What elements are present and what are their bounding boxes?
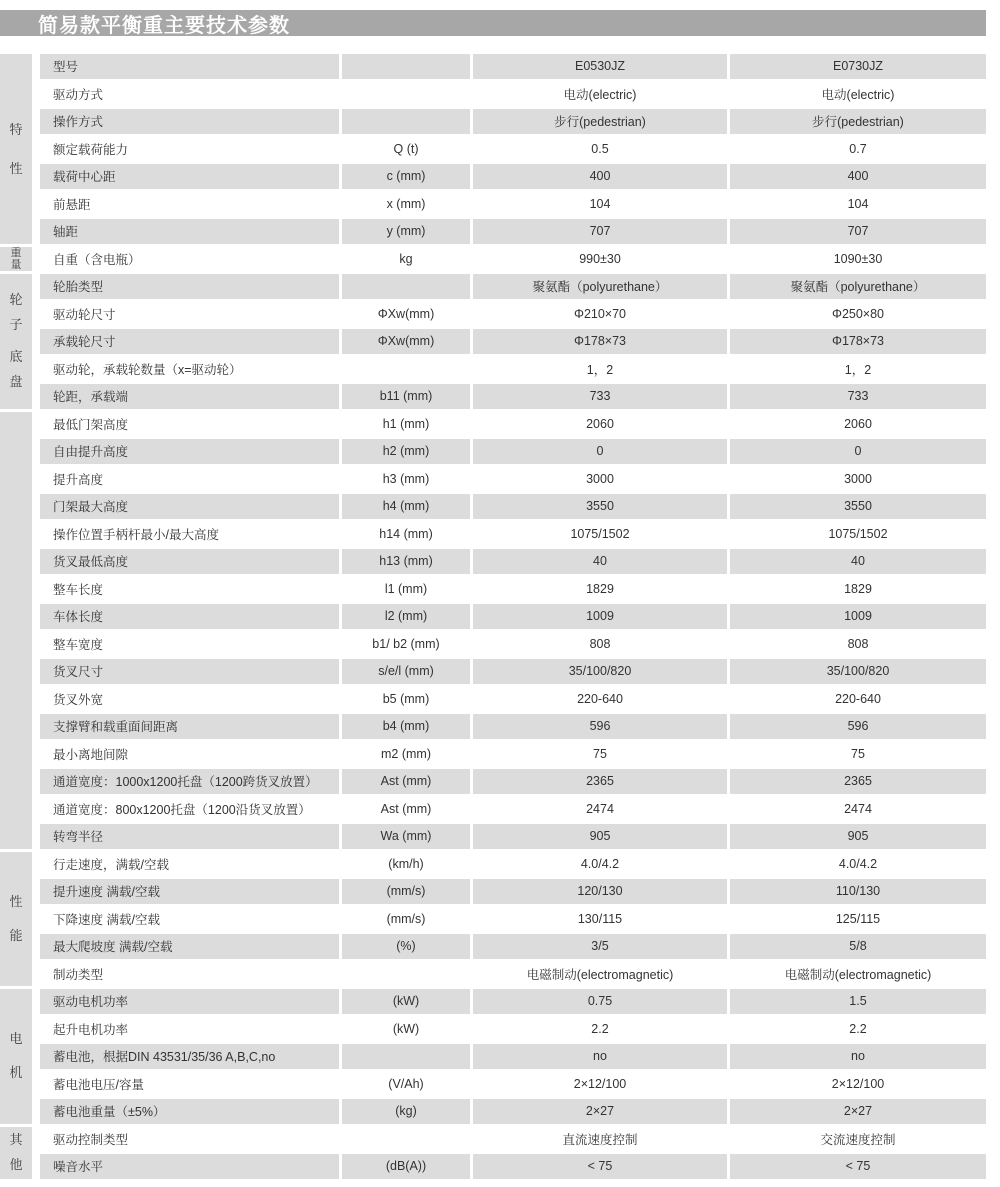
unit-cell: (%) bbox=[342, 934, 470, 959]
section-label-text: 电机 bbox=[9, 1031, 23, 1081]
param-cell: 驱动轮尺寸 bbox=[53, 307, 116, 322]
value-cell-e0530jz: 990±30 bbox=[579, 251, 621, 266]
param-cell: 提升速度 满载/空载 bbox=[40, 879, 339, 904]
param-cell: 最大爬坡度 满载/空载 bbox=[40, 934, 339, 959]
value-cell-e0730jz: 596 bbox=[730, 714, 986, 739]
section-label-motor bbox=[0, 989, 32, 1124]
value-cell-e0530jz: 0 bbox=[473, 439, 727, 464]
value-cell-e0530jz: 120/130 bbox=[473, 879, 727, 904]
value-cell-e0730jz: 75 bbox=[851, 746, 865, 761]
value-cell-e0730jz: 5/8 bbox=[730, 934, 986, 959]
value-cell-e0530jz: 596 bbox=[473, 714, 727, 739]
value-cell-e0730jz: 3550 bbox=[730, 494, 986, 519]
value-cell-e0730jz: 40 bbox=[730, 549, 986, 574]
value-cell-e0730jz: 400 bbox=[730, 164, 986, 189]
value-cell-e0730jz: no bbox=[730, 1044, 986, 1069]
title-bar bbox=[0, 10, 986, 36]
param-cell: 整车长度 bbox=[53, 582, 104, 597]
value-cell-e0730jz: 2474 bbox=[844, 801, 872, 816]
unit-cell bbox=[342, 1127, 470, 1152]
unit-cell: (kW) bbox=[342, 989, 470, 1014]
value-cell-e0730jz: 1.5 bbox=[730, 989, 986, 1014]
value-cell-e0530jz: 3550 bbox=[473, 494, 727, 519]
value-cell-e0730jz: 1829 bbox=[844, 581, 872, 596]
section-label-text: 性能 bbox=[9, 893, 23, 943]
value-cell-e0530jz: 0.5 bbox=[591, 141, 609, 156]
unit-cell: b1/ b2 (mm) bbox=[372, 636, 440, 651]
value-cell-e0530jz: 1009 bbox=[473, 604, 727, 629]
value-cell-e0730jz: 交流速度控制 bbox=[820, 1132, 896, 1147]
unit-cell: (dB(A)) bbox=[342, 1154, 470, 1179]
value-cell-e0730jz: 1009 bbox=[730, 604, 986, 629]
param-cell: 整车宽度 bbox=[53, 637, 104, 652]
value-cell-e0530jz: 35/100/820 bbox=[473, 659, 727, 684]
value-cell-e0530jz: 0.75 bbox=[473, 989, 727, 1014]
unit-cell: h13 (mm) bbox=[342, 549, 470, 574]
section-label-performance bbox=[0, 852, 32, 987]
value-cell-e0530jz: 1829 bbox=[586, 581, 614, 596]
value-cell-e0730jz: 2×12/100 bbox=[831, 1076, 885, 1091]
unit-cell: y (mm) bbox=[342, 219, 470, 244]
param-cell: 轴距 bbox=[40, 219, 339, 244]
value-cell-e0730jz: 4.0/4.2 bbox=[838, 856, 878, 871]
param-cell: 操作方式 bbox=[40, 109, 339, 134]
param-cell: 货叉尺寸 bbox=[40, 659, 339, 684]
value-cell-e0730jz: 110/130 bbox=[730, 879, 986, 904]
value-cell-e0530jz: 1，2 bbox=[586, 362, 614, 377]
param-cell: 自重（含电瓶） bbox=[53, 252, 141, 267]
value-cell-e0730jz: 707 bbox=[730, 219, 986, 244]
param-cell: 支撑臂和载重面间距离 bbox=[40, 714, 339, 739]
param-cell: 车体长度 bbox=[40, 604, 339, 629]
value-cell-e0530jz: 3/5 bbox=[473, 934, 727, 959]
param-cell: 载荷中心距 bbox=[40, 164, 339, 189]
value-cell-e0530jz: no bbox=[473, 1044, 727, 1069]
value-cell-e0530jz: < 75 bbox=[473, 1154, 727, 1179]
value-cell-e0530jz: 2474 bbox=[586, 801, 614, 816]
section-label-other bbox=[0, 1127, 32, 1179]
value-cell-e0730jz: Φ178×73 bbox=[730, 329, 986, 354]
unit-cell: (mm/s) bbox=[342, 879, 470, 904]
value-cell-e0730jz: E0730JZ bbox=[730, 54, 986, 79]
param-cell: 提升高度 bbox=[53, 472, 104, 487]
unit-cell bbox=[342, 1044, 470, 1069]
unit-cell: (V/Ah) bbox=[388, 1076, 424, 1091]
value-cell-e0530jz: 40 bbox=[473, 549, 727, 574]
value-cell-e0730jz: 3000 bbox=[844, 471, 872, 486]
section-label-text: 特性 bbox=[9, 121, 23, 176]
unit-cell: ΦXw(mm) bbox=[342, 329, 470, 354]
value-cell-e0530jz: 2.2 bbox=[591, 1021, 609, 1036]
value-cell-e0530jz: 75 bbox=[593, 746, 607, 761]
value-cell-e0730jz: 2×27 bbox=[730, 1099, 986, 1124]
param-cell: 制动类型 bbox=[53, 967, 104, 982]
unit-cell: Ast (mm) bbox=[342, 769, 470, 794]
value-cell-e0730jz: 2365 bbox=[730, 769, 986, 794]
param-cell: 驱动控制类型 bbox=[53, 1132, 129, 1147]
value-cell-e0730jz: 1，2 bbox=[844, 362, 872, 377]
value-cell-e0530jz: 2365 bbox=[473, 769, 727, 794]
section-label-text: 其他 bbox=[9, 1131, 23, 1172]
value-cell-e0530jz: 3000 bbox=[586, 471, 614, 486]
unit-cell: b11 (mm) bbox=[342, 384, 470, 409]
value-cell-e0730jz: 808 bbox=[847, 636, 869, 651]
param-cell: 通道宽度：1000x1200托盘（1200跨货叉放置） bbox=[40, 769, 339, 794]
unit-cell bbox=[342, 54, 470, 79]
param-cell: 转弯半径 bbox=[40, 824, 339, 849]
value-cell-e0730jz: 2060 bbox=[844, 416, 872, 431]
unit-cell: Ast (mm) bbox=[380, 801, 432, 816]
param-cell: 操作位置手柄杆最小/最大高度 bbox=[53, 527, 219, 542]
section-label-text: 重量 bbox=[10, 246, 22, 271]
section-label-wheels-chassis bbox=[0, 274, 32, 409]
param-cell: 门架最大高度 bbox=[40, 494, 339, 519]
unit-cell: c (mm) bbox=[342, 164, 470, 189]
param-cell: 轮距，承载端 bbox=[40, 384, 339, 409]
param-cell: 额定载荷能力 bbox=[53, 142, 129, 157]
value-cell-e0730jz: 电磁制动(electromagnetic) bbox=[784, 967, 932, 982]
param-cell: 蓄电池电压/容量 bbox=[53, 1077, 144, 1092]
value-cell-e0730jz: Φ250×80 bbox=[831, 306, 885, 321]
unit-cell: Q (t) bbox=[393, 141, 419, 156]
value-cell-e0730jz: 电动(electric) bbox=[821, 87, 895, 102]
unit-cell: l1 (mm) bbox=[384, 581, 428, 596]
value-cell-e0730jz: 1090±30 bbox=[833, 251, 883, 266]
param-cell: 通道宽度：800x1200托盘（1200沿货叉放置） bbox=[53, 802, 311, 817]
value-cell-e0530jz: 2060 bbox=[586, 416, 614, 431]
value-cell-e0730jz: 905 bbox=[730, 824, 986, 849]
unit-cell: h1 (mm) bbox=[382, 416, 430, 431]
unit-cell: (kg) bbox=[342, 1099, 470, 1124]
unit-cell: s/e/l (mm) bbox=[342, 659, 470, 684]
section-label-dimensions bbox=[0, 412, 32, 849]
unit-cell: kg bbox=[399, 251, 413, 266]
param-cell: 承载轮尺寸 bbox=[40, 329, 339, 354]
unit-cell bbox=[342, 962, 470, 987]
value-cell-e0730jz: 步行(pedestrian) bbox=[730, 109, 986, 134]
param-cell: 货叉最低高度 bbox=[40, 549, 339, 574]
value-cell-e0730jz: 聚氨酯（polyurethane） bbox=[730, 274, 986, 299]
value-cell-e0530jz: 电磁制动(electromagnetic) bbox=[526, 967, 674, 982]
section-label-text: 底盘 bbox=[9, 349, 23, 389]
unit-cell: m2 (mm) bbox=[381, 746, 431, 761]
value-cell-e0530jz: 400 bbox=[473, 164, 727, 189]
value-cell-e0530jz: 130/115 bbox=[577, 911, 623, 926]
value-cell-e0530jz: 220-640 bbox=[577, 691, 623, 706]
value-cell-e0530jz: 2×12/100 bbox=[573, 1076, 627, 1091]
value-cell-e0530jz: 直流速度控制 bbox=[562, 1132, 638, 1147]
unit-cell: h2 (mm) bbox=[342, 439, 470, 464]
value-cell-e0530jz: 905 bbox=[473, 824, 727, 849]
param-cell: 货叉外宽 bbox=[53, 692, 104, 707]
value-cell-e0730jz: 1075/1502 bbox=[828, 526, 888, 541]
unit-cell: l2 (mm) bbox=[342, 604, 470, 629]
unit-cell bbox=[342, 357, 470, 382]
section-label-features bbox=[0, 54, 32, 244]
param-cell: 驱动电机功率 bbox=[40, 989, 339, 1014]
value-cell-e0730jz: 104 bbox=[847, 196, 869, 211]
value-cell-e0530jz: 733 bbox=[473, 384, 727, 409]
section-label-weight bbox=[0, 247, 32, 272]
value-cell-e0530jz: 4.0/4.2 bbox=[580, 856, 620, 871]
param-cell: 行走速度，满载/空载 bbox=[53, 857, 169, 872]
value-cell-e0530jz: 1075/1502 bbox=[570, 526, 630, 541]
param-cell: 蓄电池，根据DIN 43531/35/36 A,B,C,no bbox=[40, 1044, 339, 1069]
param-cell: 噪音水平 bbox=[40, 1154, 339, 1179]
unit-cell: h3 (mm) bbox=[382, 471, 430, 486]
value-cell-e0530jz: 电动(electric) bbox=[563, 87, 637, 102]
value-cell-e0730jz: < 75 bbox=[730, 1154, 986, 1179]
unit-cell bbox=[342, 274, 470, 299]
param-cell: 自由提升高度 bbox=[40, 439, 339, 464]
page-title: 简易款平衡重主要技术参数 bbox=[38, 14, 290, 37]
unit-cell: Wa (mm) bbox=[342, 824, 470, 849]
value-cell-e0530jz: Φ210×70 bbox=[573, 306, 627, 321]
value-cell-e0730jz: 0 bbox=[730, 439, 986, 464]
value-cell-e0530jz: 2×27 bbox=[473, 1099, 727, 1124]
value-cell-e0530jz: 104 bbox=[589, 196, 611, 211]
value-cell-e0530jz: 步行(pedestrian) bbox=[473, 109, 727, 134]
value-cell-e0530jz: 707 bbox=[473, 219, 727, 244]
param-cell: 最小离地间隙 bbox=[53, 747, 129, 762]
unit-cell: x (mm) bbox=[386, 196, 426, 211]
value-cell-e0730jz: 733 bbox=[730, 384, 986, 409]
value-cell-e0730jz: 220-640 bbox=[835, 691, 881, 706]
value-cell-e0530jz: 808 bbox=[589, 636, 611, 651]
unit-cell: (km/h) bbox=[388, 856, 424, 871]
value-cell-e0730jz: 2.2 bbox=[849, 1021, 867, 1036]
param-cell: 起升电机功率 bbox=[53, 1022, 129, 1037]
value-cell-e0730jz: 125/115 bbox=[835, 911, 881, 926]
param-cell: 驱动方式 bbox=[53, 87, 104, 102]
value-cell-e0530jz: Φ178×73 bbox=[473, 329, 727, 354]
unit-cell: (mm/s) bbox=[386, 911, 426, 926]
value-cell-e0530jz: E0530JZ bbox=[473, 54, 727, 79]
param-cell: 前悬距 bbox=[53, 197, 91, 212]
spec-table bbox=[0, 54, 986, 1179]
value-cell-e0730jz: 35/100/820 bbox=[730, 659, 986, 684]
unit-cell: ΦXw(mm) bbox=[377, 306, 435, 321]
unit-cell: h4 (mm) bbox=[342, 494, 470, 519]
unit-cell bbox=[342, 82, 470, 107]
value-cell-e0730jz: 0.7 bbox=[849, 141, 867, 156]
param-cell: 轮胎类型 bbox=[40, 274, 339, 299]
unit-cell bbox=[342, 109, 470, 134]
unit-cell: b4 (mm) bbox=[342, 714, 470, 739]
unit-cell: h14 (mm) bbox=[379, 526, 433, 541]
unit-cell: (kW) bbox=[392, 1021, 420, 1036]
param-cell: 蓄电池重量（±5%） bbox=[40, 1099, 339, 1124]
param-cell: 型号 bbox=[40, 54, 339, 79]
param-cell: 驱动轮，承载轮数量（x=驱动轮） bbox=[53, 362, 242, 377]
param-cell: 最低门架高度 bbox=[53, 417, 129, 432]
param-cell: 下降速度 满载/空载 bbox=[53, 912, 160, 927]
unit-cell: b5 (mm) bbox=[382, 691, 430, 706]
value-cell-e0530jz: 聚氨酯（polyurethane） bbox=[473, 274, 727, 299]
section-label-text: 轮子 bbox=[9, 291, 23, 332]
